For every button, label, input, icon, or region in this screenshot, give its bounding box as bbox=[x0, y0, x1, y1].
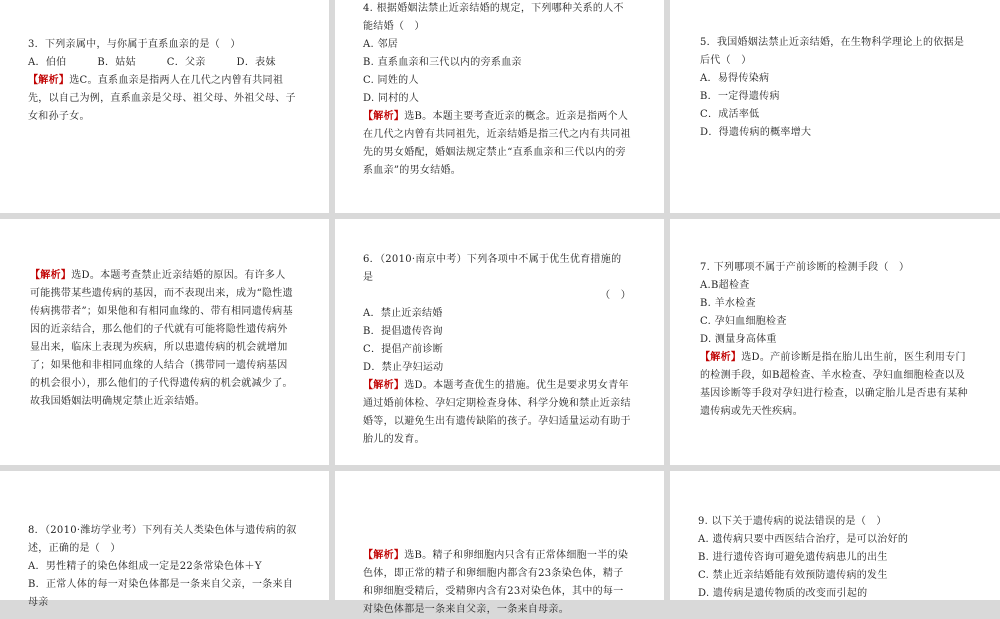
question-text: 8．（2010·潍坊学业考）下列有关人类染色体与遗传病的叙述，正确的是（ ） bbox=[28, 525, 297, 554]
option-item: A．禁止近亲结婚 bbox=[363, 308, 443, 319]
option-item: A.B超检查 bbox=[700, 280, 750, 291]
option-item: D. 同村的人 bbox=[363, 93, 420, 104]
option-item: A. 邻居 bbox=[363, 39, 399, 50]
option-item: D．得遗传病的概率增大 bbox=[700, 127, 812, 138]
option-item: C. 禁止近亲结婚能有效预防遗传病的发生 bbox=[698, 570, 888, 581]
question-text: 6．（2010·南京中考）下列各项中不属于优生优育措施的是 bbox=[363, 254, 622, 283]
option-item: C．提倡产前诊断 bbox=[363, 344, 444, 355]
option-item: B．正常人体的每一对染色体都是一条来自父亲，一条来自母亲 bbox=[28, 579, 294, 608]
tile-question-9 bbox=[670, 471, 1000, 600]
tile-question-3 bbox=[0, 0, 329, 213]
tile-explanation-5 bbox=[0, 219, 329, 465]
options-line: A．伯伯 B．姑姑 C．父亲 D．表妹 bbox=[28, 57, 276, 68]
explanation-tag: 【解析】 bbox=[700, 352, 742, 363]
explanation-tag: 【解析】 bbox=[363, 380, 405, 391]
question-text: 4. 根据婚姻法禁止近亲结婚的规定，下列哪种关系的人不能结婚（ ） bbox=[363, 3, 624, 32]
option-item: D．禁止孕妇运动 bbox=[363, 362, 444, 373]
explanation-text: 选D。本题考查禁止近亲结婚的原因。有许多人可能携带某些遗传病的基因，而不表现出来，成为“隐性遗传病携带者”；如果他和有相同血缘的、带有相同遗传病基因的近亲结合，那么他们的子代就有可能将隐性遗传病外显出来，临床上表现为疾病，所以患遗传病的机会就增加了；如果他和非相同血缘的人结合（携带同一遗传病基因的机会很小），那么他们的子代得遗传病的机会就减少了。故我国婚姻法明确规定禁止近亲结婚。 bbox=[30, 270, 293, 407]
explanation-tag: 【解析】 bbox=[363, 550, 405, 561]
option-item: D. 遗传病是遗传物质的改变而引起的 bbox=[698, 588, 868, 599]
explanation bbox=[363, 377, 631, 449]
explanation bbox=[363, 108, 633, 180]
explanation-text: 选B。精子和卵细胞内只含有正常体细胞一半的染色体，即正常的精子和卵细胞内都含有23条染色体，精子和卵细胞受精后，受精卵内含有23对染色体，其中的每一对染色体都是一条来自父亲，一条来自母亲。 bbox=[363, 550, 629, 615]
option-item: A. 遗传病只要中西医结合治疗，是可以治好的 bbox=[698, 534, 909, 545]
tile-explanation-8 bbox=[335, 471, 664, 615]
explanation bbox=[30, 267, 295, 411]
option-item: B. 羊水检查 bbox=[700, 298, 756, 309]
option-item: D. 测量身高体重 bbox=[700, 334, 777, 345]
tile-question-5 bbox=[670, 0, 1000, 213]
option-item: C. 同姓的人 bbox=[363, 75, 419, 86]
option-item: B．提倡遗传咨询 bbox=[363, 326, 443, 337]
question-text: 9. 以下关于遗传病的说法错误的是（ ） bbox=[698, 516, 887, 527]
tile-question-8 bbox=[0, 471, 329, 608]
question-text: 5．我国婚姻法禁止近亲结婚，在生物科学理论上的依据是后代（ ） bbox=[700, 37, 965, 66]
explanation-tag: 【解析】 bbox=[28, 75, 70, 86]
tile-question-4 bbox=[335, 0, 664, 213]
explanation bbox=[363, 547, 633, 619]
option-item: B. 直系血亲和三代以内的旁系血亲 bbox=[363, 57, 522, 68]
question-text: 7. 下列哪项不属于产前诊断的检测手段（ ） bbox=[700, 262, 910, 273]
explanation-tag: 【解析】 bbox=[30, 270, 72, 281]
option-item: A．男性精子的染色体组成一定是22条常染色体＋Y bbox=[28, 561, 262, 572]
explanation-text: 选D。产前诊断是指在胎儿出生前，医生利用专门的检测手段，如B超检查、羊水检查、孕妇血细胞检查以及基因诊断等手段对孕妇进行检查，以确定胎儿是否患有某种遗传病或先天性疾病。 bbox=[700, 352, 968, 417]
option-item: C．成活率低 bbox=[700, 109, 760, 120]
explanation-tag: 【解析】 bbox=[363, 111, 405, 122]
explanation-text: 选C。直系血亲是指两人在几代之内曾有共同祖先，以自己为例，直系血亲是父母、祖父母、外祖父母、子女和孙子女。 bbox=[28, 75, 296, 122]
tile-question-6 bbox=[335, 219, 664, 465]
option-item: B．一定得遗传病 bbox=[700, 91, 780, 102]
answer-bracket: （ ） bbox=[600, 290, 631, 301]
explanation-text: 选B。本题主要考查近亲的概念。近亲是指两个人在几代之内曾有共同祖先，近亲结婚是指三代之内有共同祖先的男女婚配，婚姻法规定禁止“直系血亲和三代以内的旁系血亲”的男女结婚。 bbox=[363, 111, 631, 176]
explanation bbox=[28, 72, 296, 126]
question-text: 3．下列亲属中，与你属于直系血亲的是（ ） bbox=[28, 39, 241, 50]
explanation-text: 选D。本题考查优生的措施。优生是要求男女青年通过婚前体检、孕妇定期检查身体、科学分娩和禁止近亲结婚等，以避免生出有遗传缺陷的孩子。孕妇适量运动有助于胎儿的发育。 bbox=[363, 380, 631, 445]
explanation bbox=[700, 349, 970, 421]
option-item: C. 孕妇血细胞检查 bbox=[700, 316, 787, 327]
option-item: B. 进行遗传咨询可避免遗传病患儿的出生 bbox=[698, 552, 888, 563]
option-item: A．易得传染病 bbox=[700, 73, 770, 84]
tile-question-7 bbox=[670, 219, 1000, 465]
